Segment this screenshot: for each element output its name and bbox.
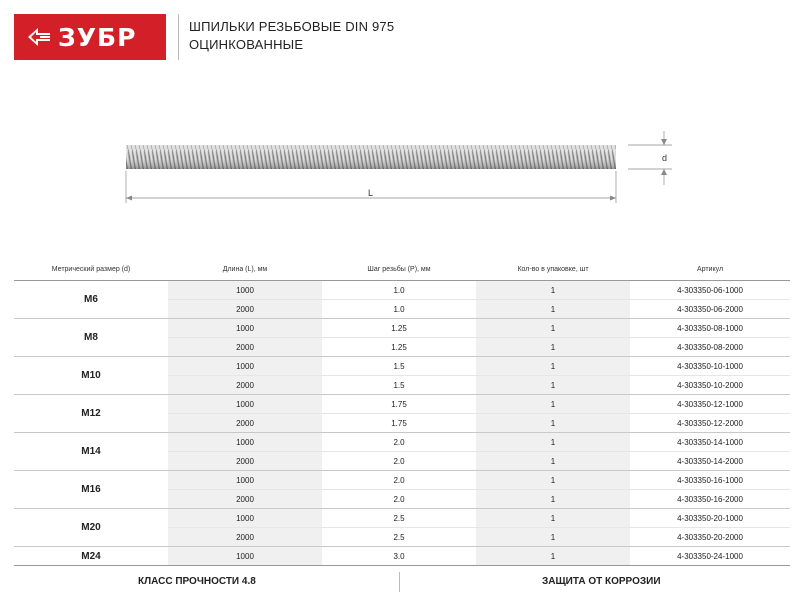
- qty-cell: 1: [476, 433, 630, 452]
- length-cell: 1000: [168, 281, 322, 300]
- header-size: Метрический размер (d): [14, 258, 168, 281]
- table-row: [14, 509, 790, 528]
- size-cell: M20: [14, 509, 168, 547]
- table-row: [14, 357, 790, 376]
- qty-cell: 1: [476, 490, 630, 509]
- pitch-cell: 2.5: [322, 528, 476, 547]
- size-cell: M24: [14, 547, 168, 566]
- article-cell: 4-303350-16-2000: [630, 490, 790, 509]
- article-cell: 4-303350-12-1000: [630, 395, 790, 414]
- article-cell: 4-303350-12-2000: [630, 414, 790, 433]
- length-cell: 1000: [168, 433, 322, 452]
- qty-cell: 1: [476, 300, 630, 319]
- pitch-cell: 1.75: [322, 395, 476, 414]
- qty-cell: 1: [476, 547, 630, 566]
- article-cell: 4-303350-20-2000: [630, 528, 790, 547]
- corrosion-protection-label: ЗАЩИТА ОТ КОРРОЗИИ: [542, 576, 661, 587]
- pitch-cell: 2.0: [322, 490, 476, 509]
- qty-cell: 1: [476, 395, 630, 414]
- article-cell: 4-303350-20-1000: [630, 509, 790, 528]
- article-cell: 4-303350-10-1000: [630, 357, 790, 376]
- dimension-d-label: d: [662, 153, 668, 163]
- title-line-2: ОЦИНКОВАННЫЕ: [189, 37, 304, 52]
- header-qty: Кол-во в упаковке, шт: [476, 258, 630, 281]
- pitch-cell: 1.5: [322, 357, 476, 376]
- pitch-cell: 1.0: [322, 300, 476, 319]
- table-header-row: [14, 258, 790, 281]
- qty-cell: 1: [476, 471, 630, 490]
- table-row: [14, 471, 790, 490]
- article-cell: 4-303350-06-1000: [630, 281, 790, 300]
- page-title: [189, 18, 394, 54]
- qty-cell: 1: [476, 281, 630, 300]
- article-cell: 4-303350-14-2000: [630, 452, 790, 471]
- spec-table: [14, 258, 790, 566]
- length-cell: 2000: [168, 338, 322, 357]
- header-length: Длина (L), мм: [168, 258, 322, 281]
- length-cell: 1000: [168, 357, 322, 376]
- article-cell: 4-303350-16-1000: [630, 471, 790, 490]
- size-cell: M14: [14, 433, 168, 471]
- qty-cell: 1: [476, 509, 630, 528]
- pitch-cell: 1.0: [322, 281, 476, 300]
- table-row: [14, 547, 790, 566]
- footer: [0, 572, 800, 594]
- table-row: [14, 319, 790, 338]
- pitch-cell: 2.0: [322, 471, 476, 490]
- header-pitch: Шаг резьбы (P), мм: [322, 258, 476, 281]
- size-cell: M12: [14, 395, 168, 433]
- table-row: [14, 395, 790, 414]
- pitch-cell: 1.75: [322, 414, 476, 433]
- qty-cell: 1: [476, 319, 630, 338]
- length-cell: 1000: [168, 509, 322, 528]
- article-cell: 4-303350-08-1000: [630, 319, 790, 338]
- qty-cell: 1: [476, 357, 630, 376]
- length-cell: 2000: [168, 414, 322, 433]
- footer-divider: [399, 572, 400, 592]
- article-cell: 4-303350-08-2000: [630, 338, 790, 357]
- brand-logo: [14, 14, 166, 60]
- table-row: [14, 433, 790, 452]
- logo-arrow-icon: [26, 26, 52, 48]
- size-cell: M16: [14, 471, 168, 509]
- table-row: [14, 281, 790, 300]
- length-cell: 1000: [168, 395, 322, 414]
- brand-name: ЗУБР: [58, 22, 137, 52]
- pitch-cell: 1.25: [322, 338, 476, 357]
- pitch-cell: 1.25: [322, 319, 476, 338]
- length-cell: 2000: [168, 490, 322, 509]
- size-cell: M10: [14, 357, 168, 395]
- article-cell: 4-303350-14-1000: [630, 433, 790, 452]
- length-cell: 1000: [168, 547, 322, 566]
- length-cell: 2000: [168, 528, 322, 547]
- title-line-1: ШПИЛЬКИ РЕЗЬБОВЫЕ DIN 975: [189, 19, 395, 34]
- pitch-cell: 2.5: [322, 509, 476, 528]
- article-cell: 4-303350-06-2000: [630, 300, 790, 319]
- header-divider: [178, 14, 179, 60]
- threaded-rod-drawing: [0, 125, 800, 215]
- length-cell: 2000: [168, 376, 322, 395]
- qty-cell: 1: [476, 528, 630, 547]
- length-cell: 1000: [168, 471, 322, 490]
- header-article: Артикул: [630, 258, 790, 281]
- dimension-l-label: L: [368, 188, 374, 198]
- pitch-cell: 2.0: [322, 452, 476, 471]
- length-cell: 2000: [168, 452, 322, 471]
- pitch-cell: 2.0: [322, 433, 476, 452]
- pitch-cell: 1.5: [322, 376, 476, 395]
- article-cell: 4-303350-10-2000: [630, 376, 790, 395]
- size-cell: M8: [14, 319, 168, 357]
- article-cell: 4-303350-24-1000: [630, 547, 790, 566]
- strength-class-label: КЛАСС ПРОЧНОСТИ 4.8: [138, 576, 256, 587]
- length-cell: 2000: [168, 300, 322, 319]
- qty-cell: 1: [476, 376, 630, 395]
- qty-cell: 1: [476, 414, 630, 433]
- length-cell: 1000: [168, 319, 322, 338]
- qty-cell: 1: [476, 338, 630, 357]
- size-cell: M6: [14, 281, 168, 319]
- pitch-cell: 3.0: [322, 547, 476, 566]
- qty-cell: 1: [476, 452, 630, 471]
